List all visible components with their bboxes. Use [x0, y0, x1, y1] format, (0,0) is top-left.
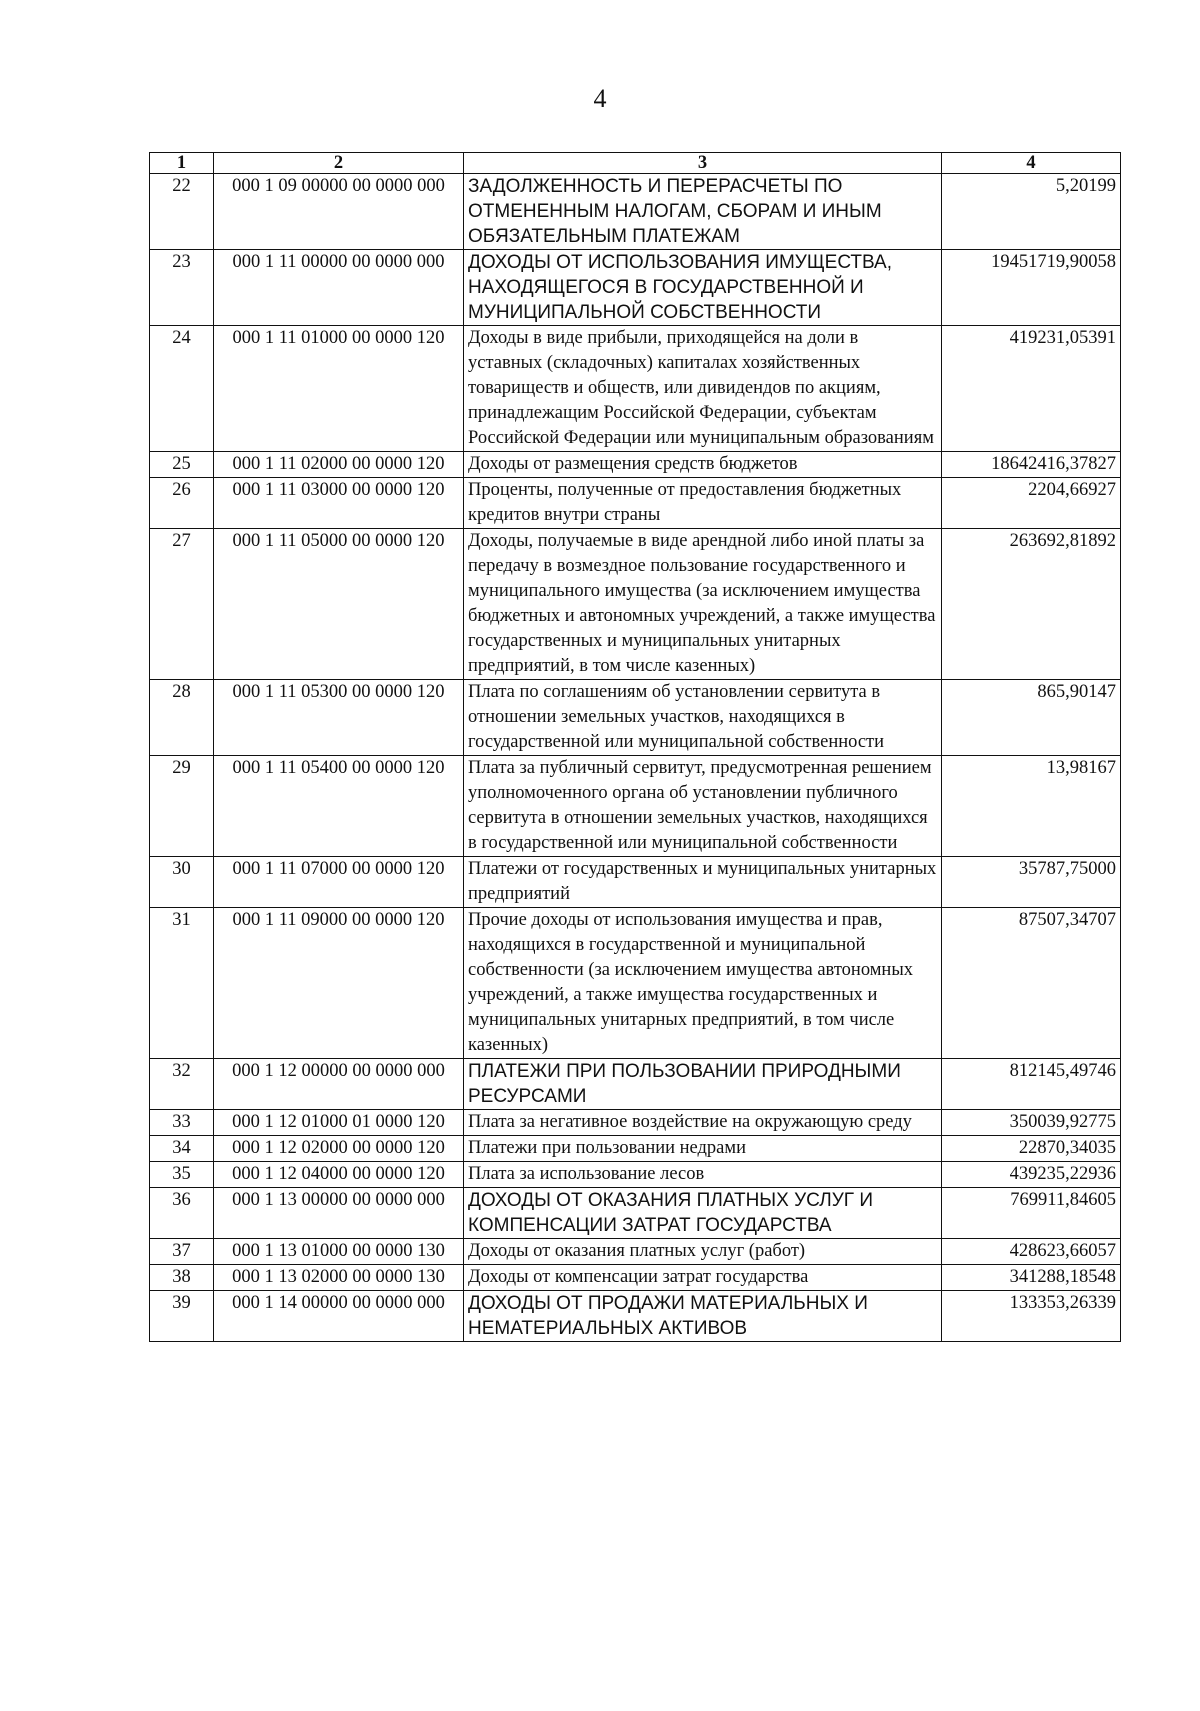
revenue-description: ЗАДОЛЖЕННОСТЬ И ПЕРЕРАСЧЕТЫ ПО ОТМЕНЕННЫМ НАЛОГАМ, СБОРАМ И ИНЫМ ОБЯЗАТЕЛЬНЫМ ПЛАТЕЖАМ	[464, 174, 942, 250]
header-col-1: 1	[150, 153, 214, 174]
revenue-description: ДОХОДЫ ОТ ОКАЗАНИЯ ПЛАТНЫХ УСЛУГ И КОМПЕНСАЦИИ ЗАТРАТ ГОСУДАРСТВА	[464, 1188, 942, 1239]
budget-code: 000 1 13 02000 00 0000 130	[214, 1265, 464, 1291]
revenue-amount: 35787,75000	[942, 857, 1121, 908]
table-row	[150, 680, 1121, 756]
row-number: 28	[150, 680, 214, 756]
page-number: 4	[593, 84, 607, 113]
budget-code: 000 1 11 05400 00 0000 120	[214, 756, 464, 857]
budget-code: 000 1 12 04000 00 0000 120	[214, 1162, 464, 1188]
table-row	[150, 1291, 1121, 1342]
header-col-4: 4	[942, 153, 1121, 174]
revenue-description: Платежи от государственных и муниципальных унитарных предприятий	[464, 857, 942, 908]
table-header	[150, 153, 1121, 174]
table-row	[150, 1162, 1121, 1188]
revenue-amount: 341288,18548	[942, 1265, 1121, 1291]
row-number: 22	[150, 174, 214, 250]
revenue-amount: 428623,66057	[942, 1239, 1121, 1265]
budget-code: 000 1 12 02000 00 0000 120	[214, 1136, 464, 1162]
table-row	[150, 1110, 1121, 1136]
revenue-description: Плата по соглашениям об установлении сервитута в отношении земельных участков, находящихся в государственной или муниципальной собственности	[464, 680, 942, 756]
row-number: 29	[150, 756, 214, 857]
revenue-amount: 87507,34707	[942, 908, 1121, 1059]
revenue-amount: 2204,66927	[942, 478, 1121, 529]
revenue-amount: 18642416,37827	[942, 452, 1121, 478]
revenue-amount: 133353,26339	[942, 1291, 1121, 1342]
table-row	[150, 1265, 1121, 1291]
revenue-amount: 865,90147	[942, 680, 1121, 756]
row-number: 27	[150, 529, 214, 680]
table-row	[150, 529, 1121, 680]
table-body	[150, 174, 1121, 1342]
table-row	[150, 1136, 1121, 1162]
budget-code: 000 1 11 07000 00 0000 120	[214, 857, 464, 908]
header-row	[150, 153, 1121, 174]
table-row	[150, 174, 1121, 250]
budget-code: 000 1 11 09000 00 0000 120	[214, 908, 464, 1059]
row-number: 31	[150, 908, 214, 1059]
row-number: 34	[150, 1136, 214, 1162]
row-number: 24	[150, 326, 214, 452]
budget-code: 000 1 11 05300 00 0000 120	[214, 680, 464, 756]
row-number: 37	[150, 1239, 214, 1265]
revenue-amount: 350039,92775	[942, 1110, 1121, 1136]
revenue-description: Доходы в виде прибыли, приходящейся на доли в уставных (складочных) капиталах хозяйственных товариществ и обществ, или дивидендов по акциям, принадлежащим Российской Федерации, субъектам Российской Федерации или муниципальным образованиям	[464, 326, 942, 452]
revenue-amount: 439235,22936	[942, 1162, 1121, 1188]
row-number: 26	[150, 478, 214, 529]
row-number: 36	[150, 1188, 214, 1239]
revenue-amount: 13,98167	[942, 756, 1121, 857]
revenue-description: ПЛАТЕЖИ ПРИ ПОЛЬЗОВАНИИ ПРИРОДНЫМИ РЕСУРСАМИ	[464, 1059, 942, 1110]
revenue-description: Доходы от компенсации затрат государства	[464, 1265, 942, 1291]
table-row	[150, 1059, 1121, 1110]
revenue-description: Проценты, полученные от предоставления бюджетных кредитов внутри страны	[464, 478, 942, 529]
table-row	[150, 478, 1121, 529]
row-number: 32	[150, 1059, 214, 1110]
table-row	[150, 908, 1121, 1059]
header-col-2: 2	[214, 153, 464, 174]
budget-code: 000 1 09 00000 00 0000 000	[214, 174, 464, 250]
header-col-3: 3	[464, 153, 942, 174]
revenue-description: Доходы, получаемые в виде арендной либо иной платы за передачу в возмездное пользование государственного и муниципального имущества (за исключением имущества бюджетных и автономных учреждений, а также имущества государственных и муниципальных унитарных предприятий, в том числе казенных)	[464, 529, 942, 680]
table-row	[150, 250, 1121, 326]
table-row	[150, 1239, 1121, 1265]
revenue-description: Прочие доходы от использования имущества и прав, находящихся в государственной и муниципальной собственности (за исключением имущества автономных учреждений, а также имущества государственных и муниципальных унитарных предприятий, в том числе казенных)	[464, 908, 942, 1059]
table-row	[150, 756, 1121, 857]
budget-code: 000 1 12 01000 01 0000 120	[214, 1110, 464, 1136]
budget-code: 000 1 13 00000 00 0000 000	[214, 1188, 464, 1239]
row-number: 39	[150, 1291, 214, 1342]
budget-code: 000 1 12 00000 00 0000 000	[214, 1059, 464, 1110]
budget-code: 000 1 11 05000 00 0000 120	[214, 529, 464, 680]
revenue-table	[149, 152, 1121, 1342]
revenue-amount: 419231,05391	[942, 326, 1121, 452]
revenue-description: Платежи при пользовании недрами	[464, 1136, 942, 1162]
table-row	[150, 1188, 1121, 1239]
revenue-description: ДОХОДЫ ОТ ПРОДАЖИ МАТЕРИАЛЬНЫХ И НЕМАТЕРИАЛЬНЫХ АКТИВОВ	[464, 1291, 942, 1342]
budget-code: 000 1 11 02000 00 0000 120	[214, 452, 464, 478]
table-row	[150, 326, 1121, 452]
row-number: 23	[150, 250, 214, 326]
revenue-description: Плата за негативное воздействие на окружающую среду	[464, 1110, 942, 1136]
revenue-description: Доходы от размещения средств бюджетов	[464, 452, 942, 478]
row-number: 38	[150, 1265, 214, 1291]
revenue-description: Доходы от оказания платных услуг (работ)	[464, 1239, 942, 1265]
revenue-amount: 22870,34035	[942, 1136, 1121, 1162]
budget-code: 000 1 11 03000 00 0000 120	[214, 478, 464, 529]
row-number: 35	[150, 1162, 214, 1188]
budget-code: 000 1 11 00000 00 0000 000	[214, 250, 464, 326]
revenue-amount: 769911,84605	[942, 1188, 1121, 1239]
revenue-amount: 5,20199	[942, 174, 1121, 250]
budget-code: 000 1 13 01000 00 0000 130	[214, 1239, 464, 1265]
revenue-description: Плата за публичный сервитут, предусмотренная решением уполномоченного органа об установлении публичного сервитута в отношении земельных участков, находящихся в государственной или муниципальной собственности	[464, 756, 942, 857]
revenue-description: Плата за использование лесов	[464, 1162, 942, 1188]
revenue-amount: 263692,81892	[942, 529, 1121, 680]
budget-code: 000 1 11 01000 00 0000 120	[214, 326, 464, 452]
revenue-amount: 812145,49746	[942, 1059, 1121, 1110]
revenue-description: ДОХОДЫ ОТ ИСПОЛЬЗОВАНИЯ ИМУЩЕСТВА, НАХОДЯЩЕГОСЯ В ГОСУДАРСТВЕННОЙ И МУНИЦИПАЛЬНОЙ СОБСТВЕННОСТИ	[464, 250, 942, 326]
revenue-amount: 19451719,90058	[942, 250, 1121, 326]
row-number: 30	[150, 857, 214, 908]
table-row	[150, 857, 1121, 908]
budget-code: 000 1 14 00000 00 0000 000	[214, 1291, 464, 1342]
row-number: 25	[150, 452, 214, 478]
table-row	[150, 452, 1121, 478]
row-number: 33	[150, 1110, 214, 1136]
